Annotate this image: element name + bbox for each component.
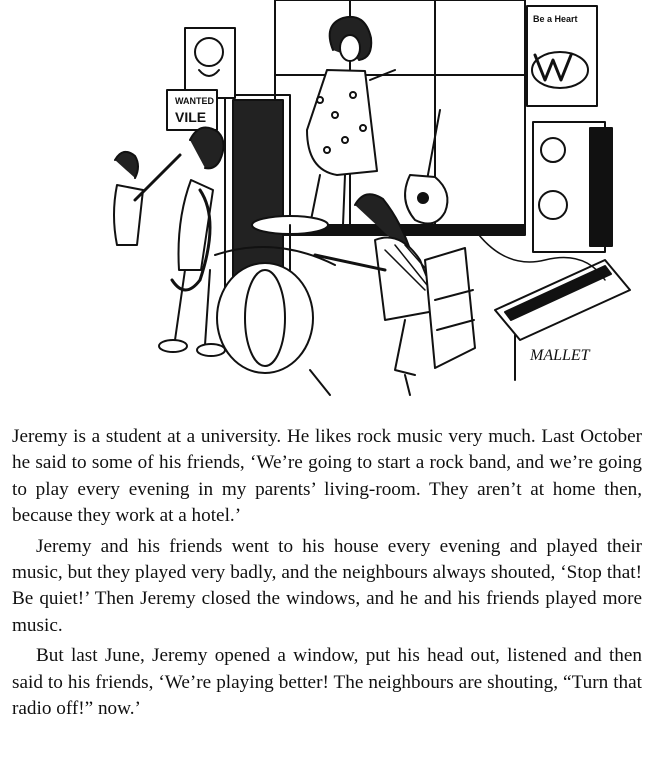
guitarist-figure <box>114 152 180 245</box>
poster-right-text: Be a Heart <box>533 14 578 24</box>
artist-signature: MALLET <box>530 347 590 364</box>
band-cartoon-illustration <box>105 0 645 396</box>
story-paragraph-3: But last June, Jeremy opened a window, put his head out, listened and then said to his friends, ‘We’re playing better! The neighbours are shouting, “Turn that radio off!” now.’ <box>12 645 642 720</box>
speaker-icon <box>533 122 612 252</box>
story-paragraph-2: Jeremy and his friends went to his house every evening and played their music, but they played very badly, and the neighbours always shouted, ‘Stop that! Be quiet!’ Then Jeremy closed the windows, and he and his friends played more music. <box>12 535 642 636</box>
story-paragraph-1: Jeremy is a student at a university. He likes rock music very much. Last October he said to some of his friends, ‘We’re going to start a rock band, and we’re going to play every evening in my parents’ living-room. They aren’t at home then, because they work at a hotel.’ <box>12 426 642 527</box>
story-text <box>12 424 642 722</box>
poster-wanted-text: WANTED <box>175 96 214 106</box>
poster-vile-text: VILE <box>175 109 207 125</box>
saxophonist-figure <box>159 128 225 357</box>
poster-right <box>527 6 597 106</box>
poster-left <box>185 28 235 98</box>
poster-vile <box>167 90 217 130</box>
